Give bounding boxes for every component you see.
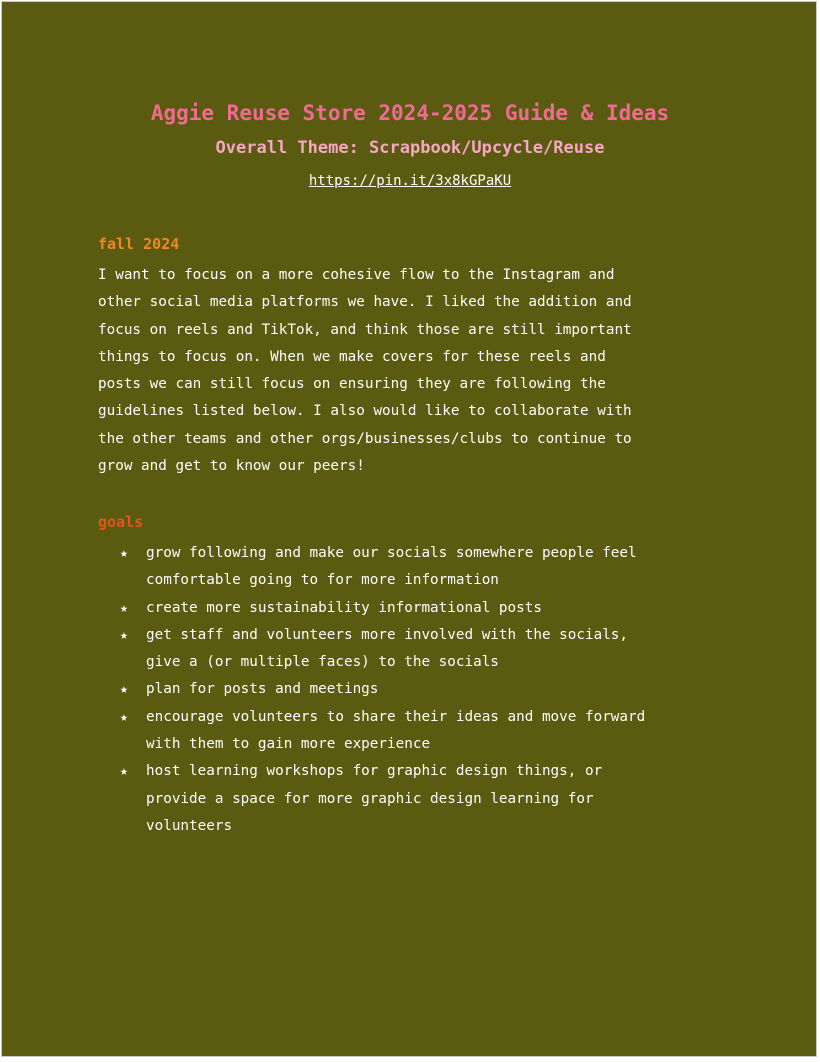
goal-text: grow following and make our socials somewhere people feel comfortable going to for more information <box>146 545 637 589</box>
list-item <box>98 704 738 759</box>
star-icon: ★ <box>120 627 128 643</box>
list-item <box>98 676 738 703</box>
star-icon: ★ <box>120 709 128 725</box>
fall-paragraph: I want to focus on a more cohesive flow to the Instagram and other social media platforms we have. I liked the addition and focus on reels and TikTok, and think those are still important things to focus on. When we make covers for these reels and posts we can still focus on ensuring they are following the guidelines listed below. I also would like to collaborate with the other teams and other orgs/businesses/clubs to continue to grow and get to know our peers! <box>98 267 632 475</box>
star-icon: ★ <box>120 600 128 616</box>
goal-text: host learning workshops for graphic design things, or provide a space for more graphic design learning for volunteers <box>146 763 603 834</box>
star-icon: ★ <box>120 546 128 561</box>
list-item <box>98 595 738 622</box>
document-page <box>1 1 817 1057</box>
fall-heading: fall 2024 <box>98 235 180 253</box>
goals-heading: goals <box>98 513 144 531</box>
pinterest-link[interactable]: https://pin.it/3x8kGPaKU <box>308 173 512 189</box>
goal-text: get staff and volunteers more involved with the socials, give a (or multiple faces) to the socials <box>146 626 629 671</box>
document-subtitle: Overall Theme: Scrapbook/Upcycle/Reuse <box>215 138 605 158</box>
list-item <box>98 758 738 840</box>
goals-list <box>98 540 738 840</box>
list-item <box>98 540 738 595</box>
star-icon: ★ <box>120 764 128 780</box>
list-item <box>98 622 738 677</box>
goal-text: create more sustainability informational posts <box>146 599 542 616</box>
goal-text: encourage volunteers to share their ideas and move forward with them to gain more experience <box>146 708 646 753</box>
goal-text: plan for posts and meetings <box>146 681 379 698</box>
document-title: Aggie Reuse Store 2024-2025 Guide & Ideas <box>150 101 670 125</box>
star-icon: ★ <box>120 682 128 698</box>
